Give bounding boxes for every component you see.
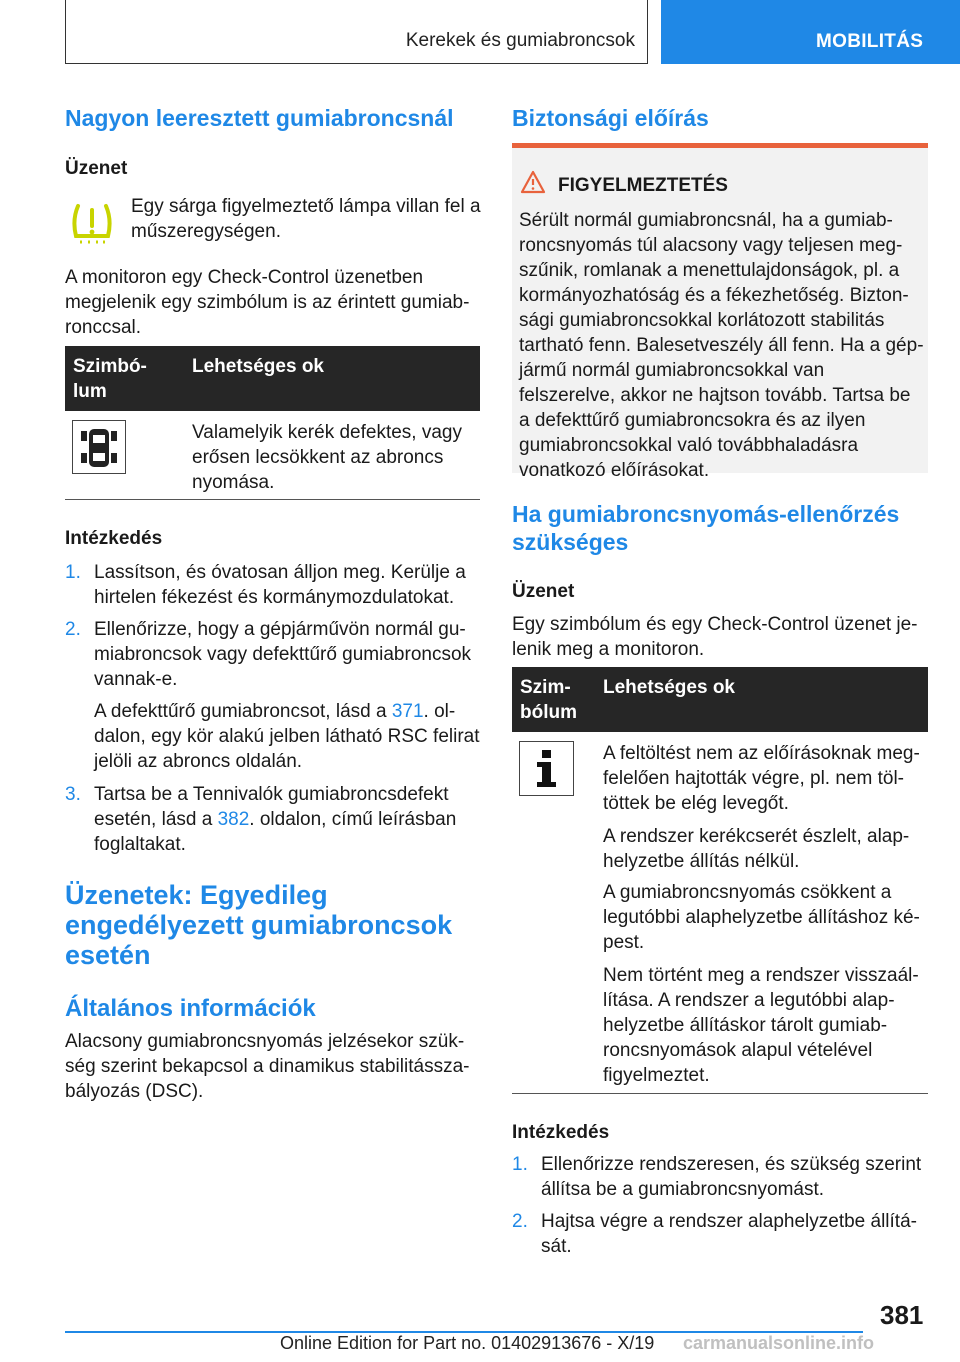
page-link-382[interactable]: 382	[217, 809, 250, 830]
step-number: 3.	[65, 784, 81, 805]
tire-pressure-lamp-icon	[70, 200, 114, 248]
section-title-general-info: Általános információk	[65, 995, 316, 1022]
table-header	[512, 667, 928, 732]
table-reason-3: A gumiabroncsnyomás csökkent a legutóbbi alaphelyzetbe állításhoz ké-pest.	[603, 882, 920, 953]
table-col-symbol: Szim-bólum	[520, 677, 577, 723]
warning-text: Sérült normál gumiabroncsnál, ha a gumiab-roncsnyomás túl alacsony vagy teljesen meg-szűnik, romlanak a menettulajdonságok, pl. a kormányozhatóság és a fékezhetőség. Bizton-sági gumiabroncsokkal korlátozott stabilitás tartható fenn. Balesetveszély áll fenn. Ha a gép-jármű normál gumiabroncsokkal van felszerelve, akkor ne hajtson tovább. Tartsa be a defekttűrő gumiabroncsokra és az ilyen gumiabroncsokkal való továbbhaladásra vonatkozó előírásokat.	[519, 210, 924, 481]
table-reason-2: A rendszer kerékcserét észlelt, alap-helyzetbe állítás nélkül.	[603, 826, 910, 872]
message-text: Egy szimbólum és egy Check-Control üzenet je-lenik meg a monitoron.	[512, 614, 918, 660]
action-label: Intézkedés	[65, 528, 163, 549]
table-bottom-rule	[512, 1093, 928, 1094]
page-link-371[interactable]: 371	[391, 701, 424, 722]
monitor-paragraph: A monitoron egy Check-Control üzenetben megjelenik egy szimbólum is az érintett gumiab-ronccsal.	[65, 267, 470, 338]
step-text: Ellenőrizze rendszeresen, és szükség szerint állítsa be a gumiabroncsnyomást.	[541, 1154, 922, 1200]
step-text: Ellenőrizze, hogy a gépjárművön normál gu-miabroncsok vagy defekttűrő gumiabroncsok vannak-e.	[94, 619, 472, 690]
warning-title: FIGYELMEZTETÉS	[558, 175, 728, 196]
header-title-box	[65, 0, 648, 64]
page-number: 381	[880, 1300, 924, 1330]
header-title: Kerekek és gumiabroncsok	[405, 30, 635, 51]
general-info-text: Alacsony gumiabroncsnyomás jelzésekor szük-ség szerint bekapcsol a dinamikus stabilitássza-bályozás (DSC).	[65, 1031, 470, 1102]
message-label: Üzenet	[512, 581, 575, 602]
watermark: carmanualsonline.info	[683, 1333, 875, 1353]
message-text: Egy sárga figyelmeztető lámpa villan fel a műszeregységen.	[131, 196, 481, 242]
table-reason-1: A feltöltést nem az előírásoknak meg-felelően hajtották végre, pl. nem töl-töttek be elég levegőt.	[603, 743, 920, 814]
section-title-approved-tires: Üzenetek: Egyedileg engedélyezett gumiabroncsok esetén	[65, 880, 453, 970]
step-text: Hajtsa végre a rendszer alaphelyzetbe állítá-sát.	[541, 1211, 917, 1257]
step-number: 1.	[512, 1154, 528, 1175]
step-number: 1.	[65, 562, 81, 583]
table-reason-4: Nem történt meg a rendszer visszaál-lítása. A rendszer a legutóbbi alap-helyzetbe állításkor tárolt gumiab-roncsnyomások alapul vételével figyelmeztet.	[603, 965, 919, 1086]
header-section-label: MOBILITÁS	[816, 31, 924, 52]
info-icon	[519, 741, 574, 796]
step-number: 2.	[512, 1211, 528, 1232]
warning-triangle-icon	[520, 170, 546, 194]
section-title-flat-tire: Nagyon leeresztett gumiabroncsnál	[65, 105, 454, 131]
table-bottom-rule	[65, 499, 480, 500]
step-text: Lassítson, és óvatosan álljon meg. Kerülje a hirtelen fékezést és kormánymozdulatokat.	[94, 562, 466, 608]
step-text: Tartsa be a Tennivalók gumiabroncsdefekt esetén, lásd a 382. oldalon, című leírásban foglaltakat.	[94, 784, 457, 855]
table-col-reason: Lehetséges ok	[192, 356, 324, 377]
header-section-tab[interactable]	[661, 0, 960, 64]
warning-box	[512, 143, 928, 481]
car-tire-warning-icon	[72, 420, 126, 474]
table-header	[65, 346, 480, 411]
table-row-reason: Valamelyik kerék defektes, vagy erősen lecsökkent az abroncs nyomása.	[192, 422, 462, 493]
section-title-safety: Biztonsági előírás	[512, 105, 709, 131]
step-note: A defekttűrő gumiabroncsot, lásd a 371. ol-dalon, egy kör alakú jelben látható RSC felirat jelöli az abroncs oldalán.	[94, 701, 480, 772]
message-label: Üzenet	[65, 158, 128, 179]
action-label: Intézkedés	[512, 1122, 610, 1143]
edition-text: Online Edition for Part no. 01402913676 - X/19	[280, 1333, 655, 1353]
section-title-pressure-check: Ha gumiabroncsnyomás-ellenőrzés szükséges	[512, 501, 900, 555]
step-number: 2.	[65, 619, 81, 640]
table-col-reason: Lehetséges ok	[603, 677, 735, 698]
table-col-symbol: Szimbó-lum	[73, 356, 147, 402]
